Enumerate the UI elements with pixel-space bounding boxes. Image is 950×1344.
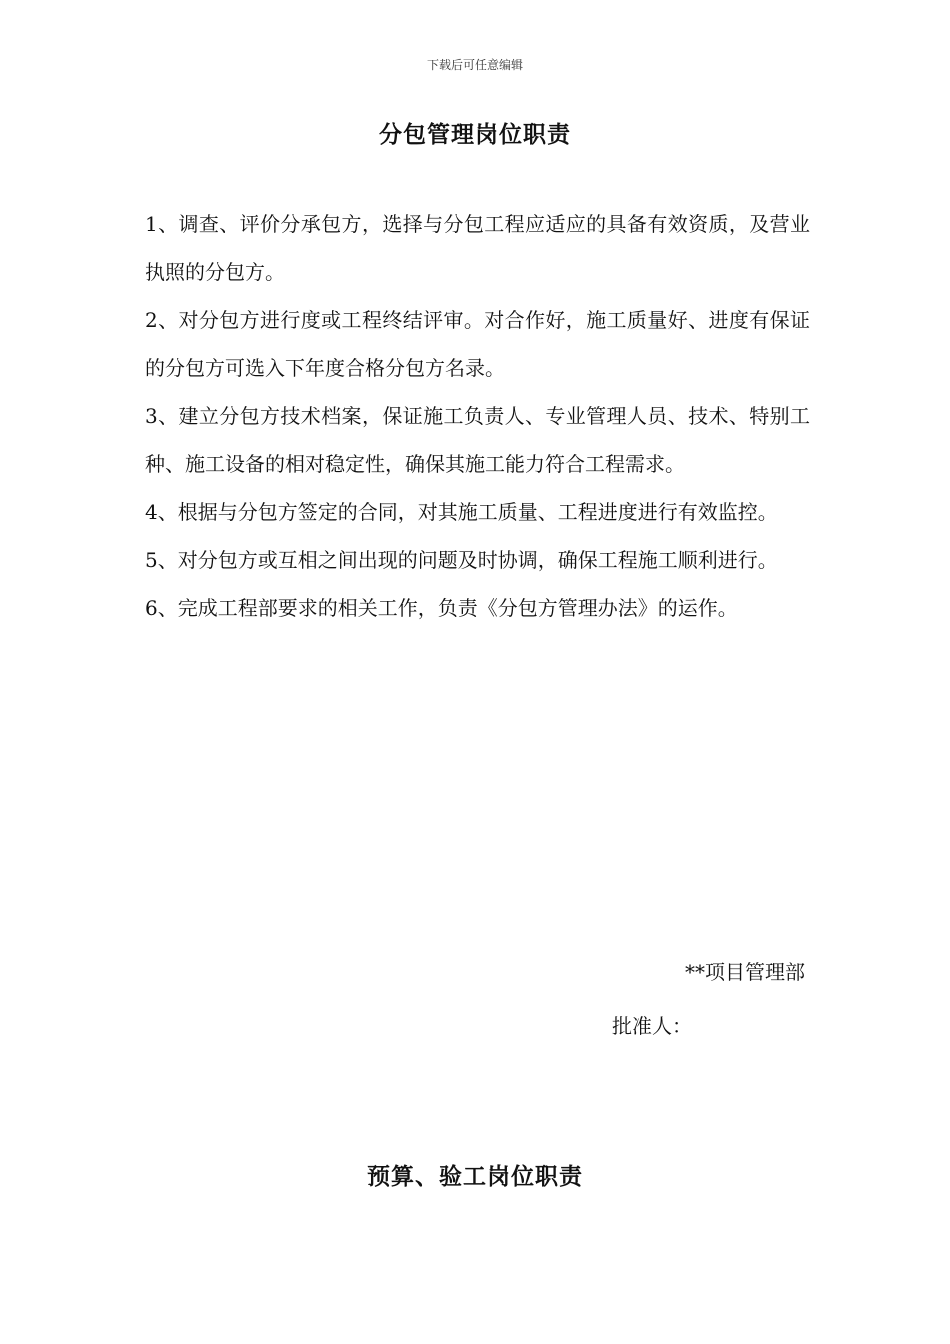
duty-item: 3、建立分包方技术档案，保证施工负责人、专业管理人员、技术、特别工种、施工设备的相对稳定性，确保其施工能力符合工程需求。 (145, 404, 810, 476)
section-title-subcontract-management: 分包管理岗位职责 (379, 122, 571, 148)
duty-item: 6、完成工程部要求的相关工作，负责《分包方管理办法》的运作。 (145, 596, 738, 620)
header-note: 下载后可任意编辑 (426, 58, 523, 72)
duty-item: 2、对分包方进行度或工程终结评审。对合作好，施工质量好、进度有保证的分包方可选入下年度合格分包方名录。 (145, 308, 810, 380)
section-title-budget-acceptance: 预算、验工岗位职责 (367, 1164, 583, 1190)
duty-item: 4、根据与分包方签定的合同，对其施工质量、工程进度进行有效监控。 (145, 500, 778, 524)
duties-list (145, 200, 810, 632)
signoff-organization: **项目管理部 (685, 960, 805, 984)
duty-item: 1、调查、评价分承包方，选择与分包工程应适应的具备有效资质，及营业执照的分包方。 (145, 212, 810, 284)
signoff-approver-label: 批准人： (612, 1014, 692, 1038)
duty-item: 5、对分包方或互相之间出现的问题及时协调，确保工程施工顺利进行。 (145, 548, 778, 572)
